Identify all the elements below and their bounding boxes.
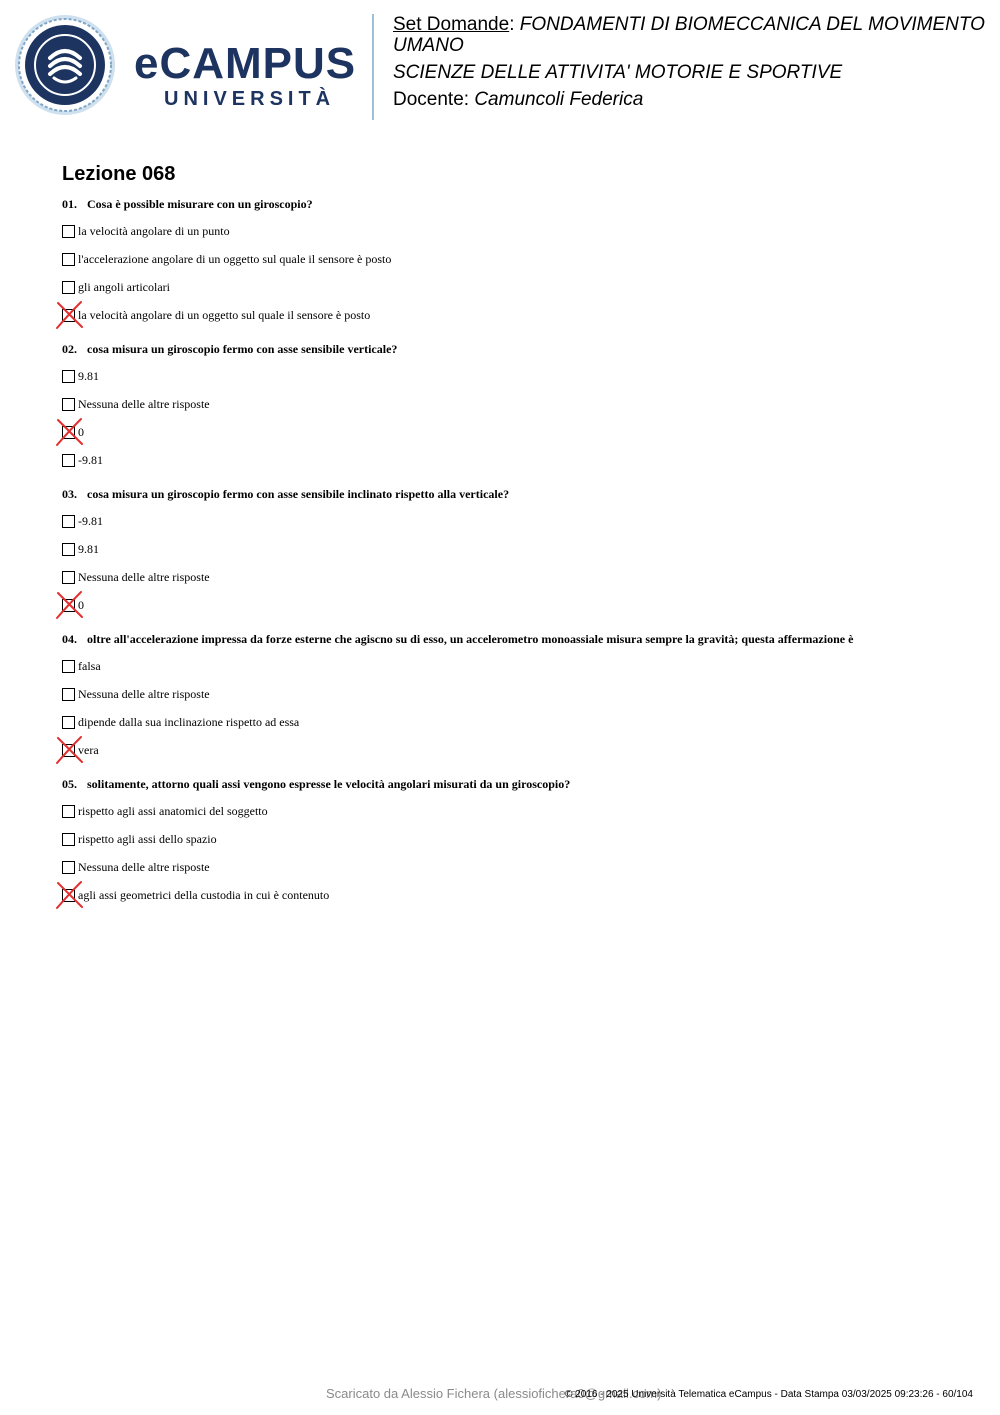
- answer-checkbox[interactable]: [62, 454, 75, 467]
- answer-text: -9.81: [78, 514, 103, 528]
- answer-checkbox[interactable]: [62, 543, 75, 556]
- answer-text: Nessuna delle altre risposte: [78, 397, 210, 411]
- answer-option[interactable]: [62, 652, 962, 680]
- answer-text: 0: [78, 425, 84, 439]
- question-number: 01.: [62, 197, 77, 211]
- logo-subtitle: UNIVERSITÀ: [164, 88, 336, 110]
- question-text: solitamente, attorno quali assi vengono espresse le velocità angolari misurati da un giroscopio?: [87, 777, 571, 791]
- answer-text: la velocità angolare di un oggetto sul quale il sensore è posto: [78, 308, 371, 322]
- question-number: 04.: [62, 632, 77, 646]
- header-info: [393, 14, 993, 110]
- answer-checkbox[interactable]: [62, 515, 75, 528]
- answer-checkbox[interactable]: [62, 861, 75, 874]
- answer-text: rispetto agli assi dello spazio: [78, 832, 217, 846]
- answer-option[interactable]: [62, 217, 962, 245]
- question-title: [62, 196, 962, 212]
- answer-option[interactable]: [62, 273, 962, 301]
- answer-checkbox[interactable]: [62, 571, 75, 584]
- answer-text: l'accelerazione angolare di un oggetto sul quale il sensore è posto: [78, 252, 392, 266]
- ecampus-seal-icon: [14, 14, 116, 116]
- answer-text: 9.81: [78, 542, 99, 556]
- set-label: Set Domande: [393, 14, 510, 35]
- answer-option[interactable]: [62, 563, 962, 591]
- logo-wordmark: eCAMPUS: [134, 39, 357, 88]
- answer-checkbox[interactable]: [62, 398, 75, 411]
- answer-checkbox[interactable]: [62, 833, 75, 846]
- answer-option[interactable]: [62, 680, 962, 708]
- answer-text: Nessuna delle altre risposte: [78, 687, 210, 701]
- answer-option[interactable]: [62, 507, 962, 535]
- answer-checkbox[interactable]: [62, 716, 75, 729]
- question-title: [62, 776, 962, 792]
- answer-option[interactable]: [62, 390, 962, 418]
- ecampus-logo: [14, 14, 364, 118]
- answer-text: falsa: [78, 659, 101, 673]
- answer-option[interactable]: [62, 797, 962, 825]
- question-list: [62, 196, 962, 921]
- question: [62, 341, 962, 474]
- answer-text: -9.81: [78, 453, 103, 467]
- download-watermark: Scaricato da Alessio Fichera (alessiofichera0@gmail.com): [326, 1386, 662, 1401]
- answer-text: rispetto agli assi anatomici del soggetto: [78, 804, 268, 818]
- question-text: cosa misura un giroscopio fermo con asse sensibile inclinato rispetto alla verticale?: [87, 487, 510, 501]
- footer-copyright: © 2016 - 2025 Università Telematica eCampus - Data Stampa 03/03/2025 09:23:26 - 60/104: [565, 1389, 973, 1400]
- answer-option[interactable]: [62, 853, 962, 881]
- answer-text: la velocità angolare di un punto: [78, 224, 230, 238]
- document-header: [0, 0, 1000, 130]
- answer-option[interactable]: [62, 245, 962, 273]
- answer-text: agli assi geometrici della custodia in cui è contenuto: [78, 888, 330, 902]
- question-number: 05.: [62, 777, 77, 791]
- question-title: [62, 341, 962, 357]
- teacher-label: Docente:: [393, 89, 475, 110]
- question: [62, 196, 962, 329]
- question-text: oltre all'accelerazione impressa da forze esterne che agiscno su di esso, un accelerometro monoassiale misura sempre la gravità; questa affermazione è: [87, 632, 854, 646]
- question-number: 02.: [62, 342, 77, 356]
- answer-option[interactable]: [62, 825, 962, 853]
- question-title: [62, 631, 962, 647]
- lesson-title: Lezione 068: [62, 163, 176, 185]
- answer-checkbox[interactable]: [62, 225, 75, 238]
- answer-text: 0: [78, 598, 84, 612]
- answer-checkbox[interactable]: [62, 744, 75, 757]
- answer-text: gli angoli articolari: [78, 280, 170, 294]
- answer-text: 9.81: [78, 369, 99, 383]
- answer-checkbox[interactable]: [62, 253, 75, 266]
- question: [62, 486, 962, 619]
- question: [62, 776, 962, 909]
- answer-checkbox[interactable]: [62, 309, 75, 322]
- answer-option[interactable]: [62, 362, 962, 390]
- answer-checkbox[interactable]: [62, 281, 75, 294]
- answer-text: vera: [78, 743, 99, 757]
- answer-option[interactable]: [62, 301, 962, 329]
- answer-option[interactable]: [62, 535, 962, 563]
- answer-text: Nessuna delle altre risposte: [78, 570, 210, 584]
- set-row: [393, 14, 993, 56]
- course-title: FONDAMENTI DI BIOMECCANICA DEL MOVIMENTO UMANO: [393, 14, 985, 56]
- answer-checkbox[interactable]: [62, 688, 75, 701]
- degree-name: SCIENZE DELLE ATTIVITA' MOTORIE E SPORTIVE: [393, 62, 843, 83]
- answer-checkbox[interactable]: [62, 660, 75, 673]
- teacher-row: [393, 89, 993, 110]
- teacher-name: Camuncoli Federica: [474, 89, 644, 110]
- answer-text: dipende dalla sua inclinazione rispetto ad essa: [78, 715, 300, 729]
- answer-option[interactable]: [62, 708, 962, 736]
- answer-checkbox[interactable]: [62, 599, 75, 612]
- answer-option[interactable]: [62, 736, 962, 764]
- question-text: Cosa è possible misurare con un giroscopio?: [87, 197, 313, 211]
- question-number: 03.: [62, 487, 77, 501]
- question-title: [62, 486, 962, 502]
- question: [62, 631, 962, 764]
- set-separator: :: [509, 14, 520, 35]
- question-text: cosa misura un giroscopio fermo con asse sensibile verticale?: [87, 342, 398, 356]
- answer-checkbox[interactable]: [62, 805, 75, 818]
- answer-checkbox[interactable]: [62, 426, 75, 439]
- header-divider: [372, 14, 374, 120]
- answer-option[interactable]: [62, 446, 962, 474]
- answer-option[interactable]: [62, 418, 962, 446]
- answer-option[interactable]: [62, 591, 962, 619]
- answer-option[interactable]: [62, 881, 962, 909]
- answer-text: Nessuna delle altre risposte: [78, 860, 210, 874]
- answer-checkbox[interactable]: [62, 889, 75, 902]
- answer-checkbox[interactable]: [62, 370, 75, 383]
